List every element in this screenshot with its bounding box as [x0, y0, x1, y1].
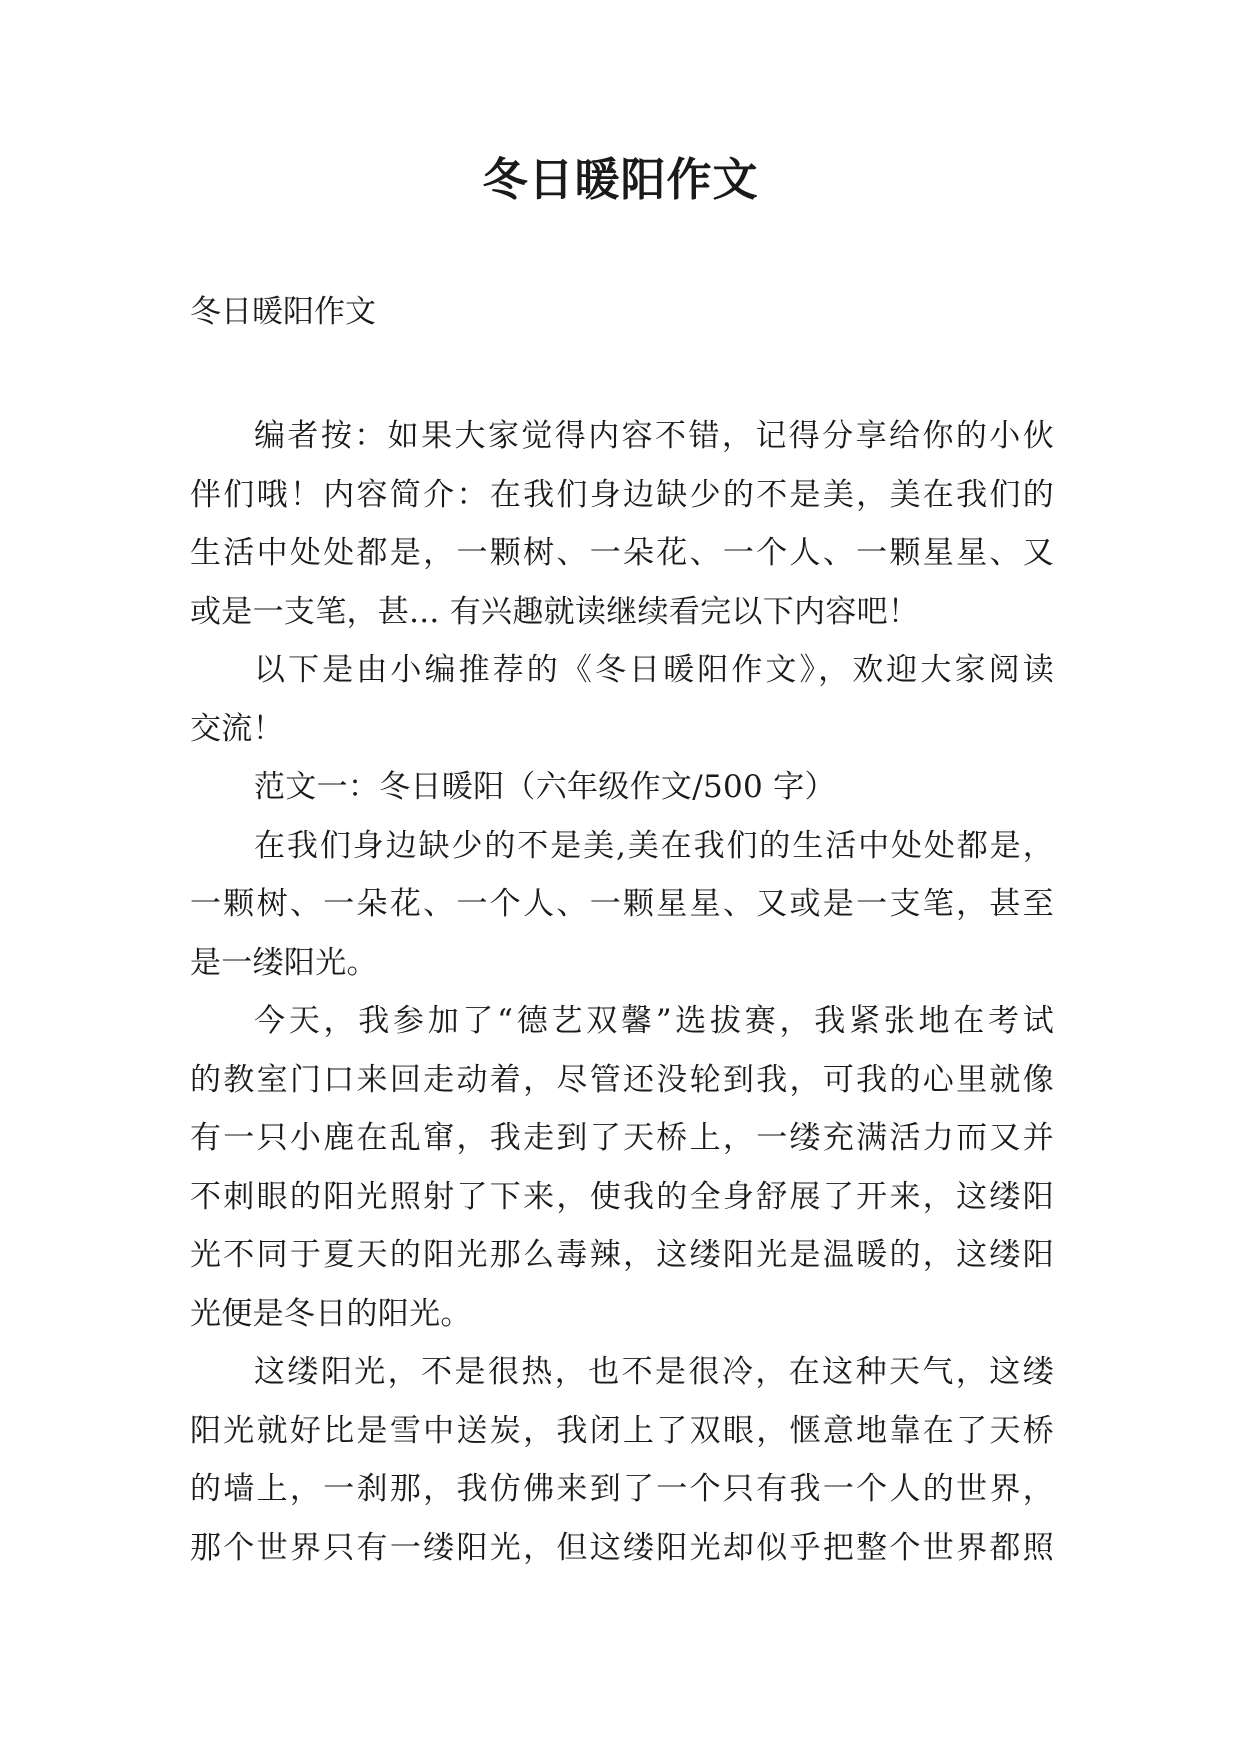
document-subtitle: 冬日暖阳作文	[190, 294, 376, 330]
text-line: 交流！	[190, 710, 284, 747]
paragraph-sunlight	[190, 1343, 1054, 1577]
text-line: 或是一支笔，甚... 有兴趣就读继续看完以下内容吧！	[190, 593, 920, 630]
text-line: 以下是由小编推荐的《冬日暖阳作文》，欢迎大家阅读	[254, 652, 1054, 688]
text-line: 编者按：如果大家觉得内容不错，记得分享给你的小伙	[254, 418, 1054, 454]
text-line: 有一只小鹿在乱窜，我走到了天桥上，一缕充满活力而又并	[190, 1120, 1054, 1156]
text-line: 是一缕阳光。	[190, 944, 378, 981]
text-line: 不刺眼的阳光照射了下来，使我的全身舒展了开来，这缕阳	[190, 1178, 1054, 1215]
text-line: 这缕阳光，不是很热，也不是很冷，在这种天气，这缕	[254, 1354, 1054, 1390]
text-line: 光不同于夏天的阳光那么毒辣，这缕阳光是温暖的，这缕阳	[190, 1237, 1054, 1273]
text-line: 一颗树、一朵花、一个人、一颗星星、又或是一支笔，甚至	[190, 886, 1054, 922]
text-line: 的墙上，一刹那，我仿佛来到了一个只有我一个人的世界，	[190, 1471, 1054, 1507]
text-line: 光便是冬日的阳光。	[190, 1295, 472, 1332]
text-line: 今天，我参加了“德艺双馨”选拔赛，我紧张地在考试	[254, 1003, 1054, 1039]
text-line: 伴们哦！内容简介：在我们身边缺少的不是美，美在我们的	[190, 476, 1054, 513]
paragraph-intro	[190, 817, 1054, 993]
paragraph-recommendation	[190, 641, 1054, 758]
document-title: 冬日暖阳作文	[482, 153, 759, 206]
paragraph-editor-note	[190, 407, 1054, 641]
text-line: 的教室门口来回走动着，尽管还没轮到我，可我的心里就像	[190, 1061, 1054, 1098]
text-line: 范文一：冬日暖阳（六年级作文/500 字）	[254, 769, 836, 805]
document-body	[190, 407, 1054, 1577]
paragraph-sample-heading	[190, 758, 1054, 817]
text-line: 生活中处处都是，一颗树、一朵花、一个人、一颗星星、又	[190, 535, 1054, 571]
text-line: 那个世界只有一缕阳光，但这缕阳光却似乎把整个世界都照	[190, 1529, 1054, 1566]
text-line: 在我们身边缺少的不是美,美在我们的生活中处处都是，	[254, 827, 1054, 864]
paragraph-competition	[190, 992, 1054, 1343]
text-line: 阳光就好比是雪中送炭，我闭上了双眼，惬意地靠在了天桥	[190, 1412, 1054, 1449]
